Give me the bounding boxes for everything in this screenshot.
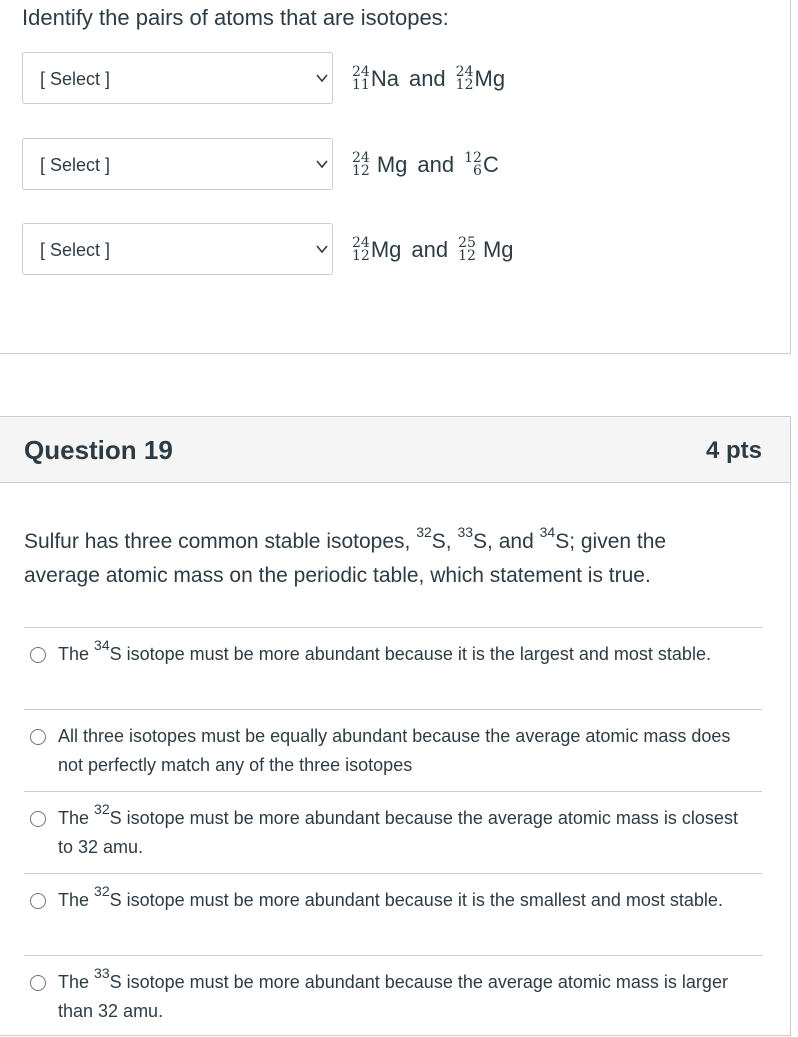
question-text	[24, 525, 744, 593]
question-prompt: Identify the pairs of atoms that are isotopes:	[22, 5, 449, 30]
nuclide-b	[458, 237, 513, 263]
answer-option[interactable]	[24, 627, 762, 709]
answer-text-part: The	[58, 808, 95, 828]
question-text-part: S, and	[473, 530, 540, 553]
mass-number: 32	[94, 883, 110, 899]
isotope-pair-row	[22, 138, 722, 192]
answer-text-part: The	[58, 644, 95, 664]
question-text-part: S,	[431, 530, 458, 553]
answer-label	[58, 801, 748, 862]
answer-text-part: The	[58, 890, 95, 910]
mass-number: 24	[455, 64, 474, 80]
radio-button[interactable]	[30, 811, 46, 827]
isotope-expression	[352, 66, 505, 92]
element-symbol: C	[482, 152, 499, 177]
answer-text-part: S isotope must be more abundant because it is the smallest and most stable.	[109, 890, 723, 910]
atomic-number: 6	[473, 163, 482, 179]
answer-option[interactable]	[24, 709, 762, 791]
question-card	[0, 416, 791, 1036]
answer-text-part: The	[58, 972, 95, 992]
chevron-down-icon	[316, 73, 328, 83]
answer-label	[58, 883, 748, 915]
mass-number: 34	[539, 524, 556, 540]
radio-button[interactable]	[30, 975, 46, 991]
mass-number: 24	[352, 64, 370, 80]
answer-text-part: All three isotopes must be equally abundant because the average atomic mass does not perfectly match any of the three isotopes	[58, 726, 731, 775]
mass-number: 34	[94, 637, 110, 653]
atomic-number: 11	[352, 77, 370, 93]
isotope-select-dropdown[interactable]	[22, 52, 333, 104]
chevron-down-icon	[316, 159, 328, 169]
atomic-number: 12	[455, 77, 474, 93]
nuclide-a	[352, 237, 401, 263]
isotope-pair-row	[22, 223, 722, 277]
isotope-select-dropdown[interactable]	[22, 223, 333, 275]
radio-button[interactable]	[30, 729, 46, 745]
isotope-expression	[352, 237, 514, 263]
answer-option[interactable]	[24, 791, 762, 873]
question-text-part: S; given the average atomic mass on the periodic table, which statement is true.	[24, 530, 667, 587]
nuclide-a	[352, 152, 407, 178]
mass-number: 12	[464, 150, 482, 166]
nuclide-b	[456, 66, 505, 92]
answer-label	[58, 637, 748, 669]
mass-number: 33	[94, 965, 110, 981]
question-text-part: Sulfur has three common stable isotopes,	[24, 530, 417, 553]
radio-button[interactable]	[30, 893, 46, 909]
question-header	[0, 417, 790, 483]
nuclide-a	[352, 66, 399, 92]
nuclide-b	[464, 152, 499, 178]
radio-button[interactable]	[30, 647, 46, 663]
element-symbol: Na	[370, 66, 399, 91]
isotope-pair-row	[22, 52, 722, 106]
atomic-number: 12	[352, 163, 370, 179]
isotope-expression	[352, 152, 499, 178]
answer-text-part: S isotope must be more abundant because it is the largest and most stable.	[109, 644, 711, 664]
element-symbol: Mg	[376, 152, 408, 177]
question-title: Question 19	[24, 435, 173, 465]
answer-label	[58, 722, 748, 780]
previous-question-card	[0, 0, 791, 354]
select-value: [ Select ]	[40, 155, 111, 175]
answer-text-part: S isotope must be more abundant because the average atomic mass is larger than 32 amu.	[58, 972, 728, 1021]
element-symbol: Mg	[482, 237, 514, 262]
mass-number: 32	[94, 801, 110, 817]
element-symbol: Mg	[474, 66, 506, 91]
mass-number: 24	[352, 235, 370, 251]
answer-text-part: S isotope must be more abundant because the average atomic mass is closest to 32 amu.	[58, 808, 738, 857]
atomic-number: 12	[458, 248, 476, 264]
and-word: and	[417, 152, 455, 177]
and-word: and	[408, 66, 446, 91]
mass-number: 24	[352, 150, 370, 166]
mass-number: 33	[457, 524, 474, 540]
answer-option[interactable]	[24, 873, 762, 955]
answer-list	[24, 627, 762, 1037]
select-value: [ Select ]	[40, 240, 111, 260]
mass-number: 32	[416, 524, 432, 540]
element-symbol: Mg	[370, 237, 402, 262]
question-points: 4 pts	[705, 437, 762, 464]
and-word: and	[411, 237, 449, 262]
chevron-down-icon	[316, 244, 328, 254]
isotope-select-dropdown[interactable]	[22, 138, 333, 190]
atomic-number: 12	[352, 248, 370, 264]
answer-label	[58, 965, 748, 1026]
answer-option[interactable]	[24, 955, 762, 1037]
mass-number: 25	[458, 235, 476, 251]
select-value: [ Select ]	[40, 69, 111, 89]
